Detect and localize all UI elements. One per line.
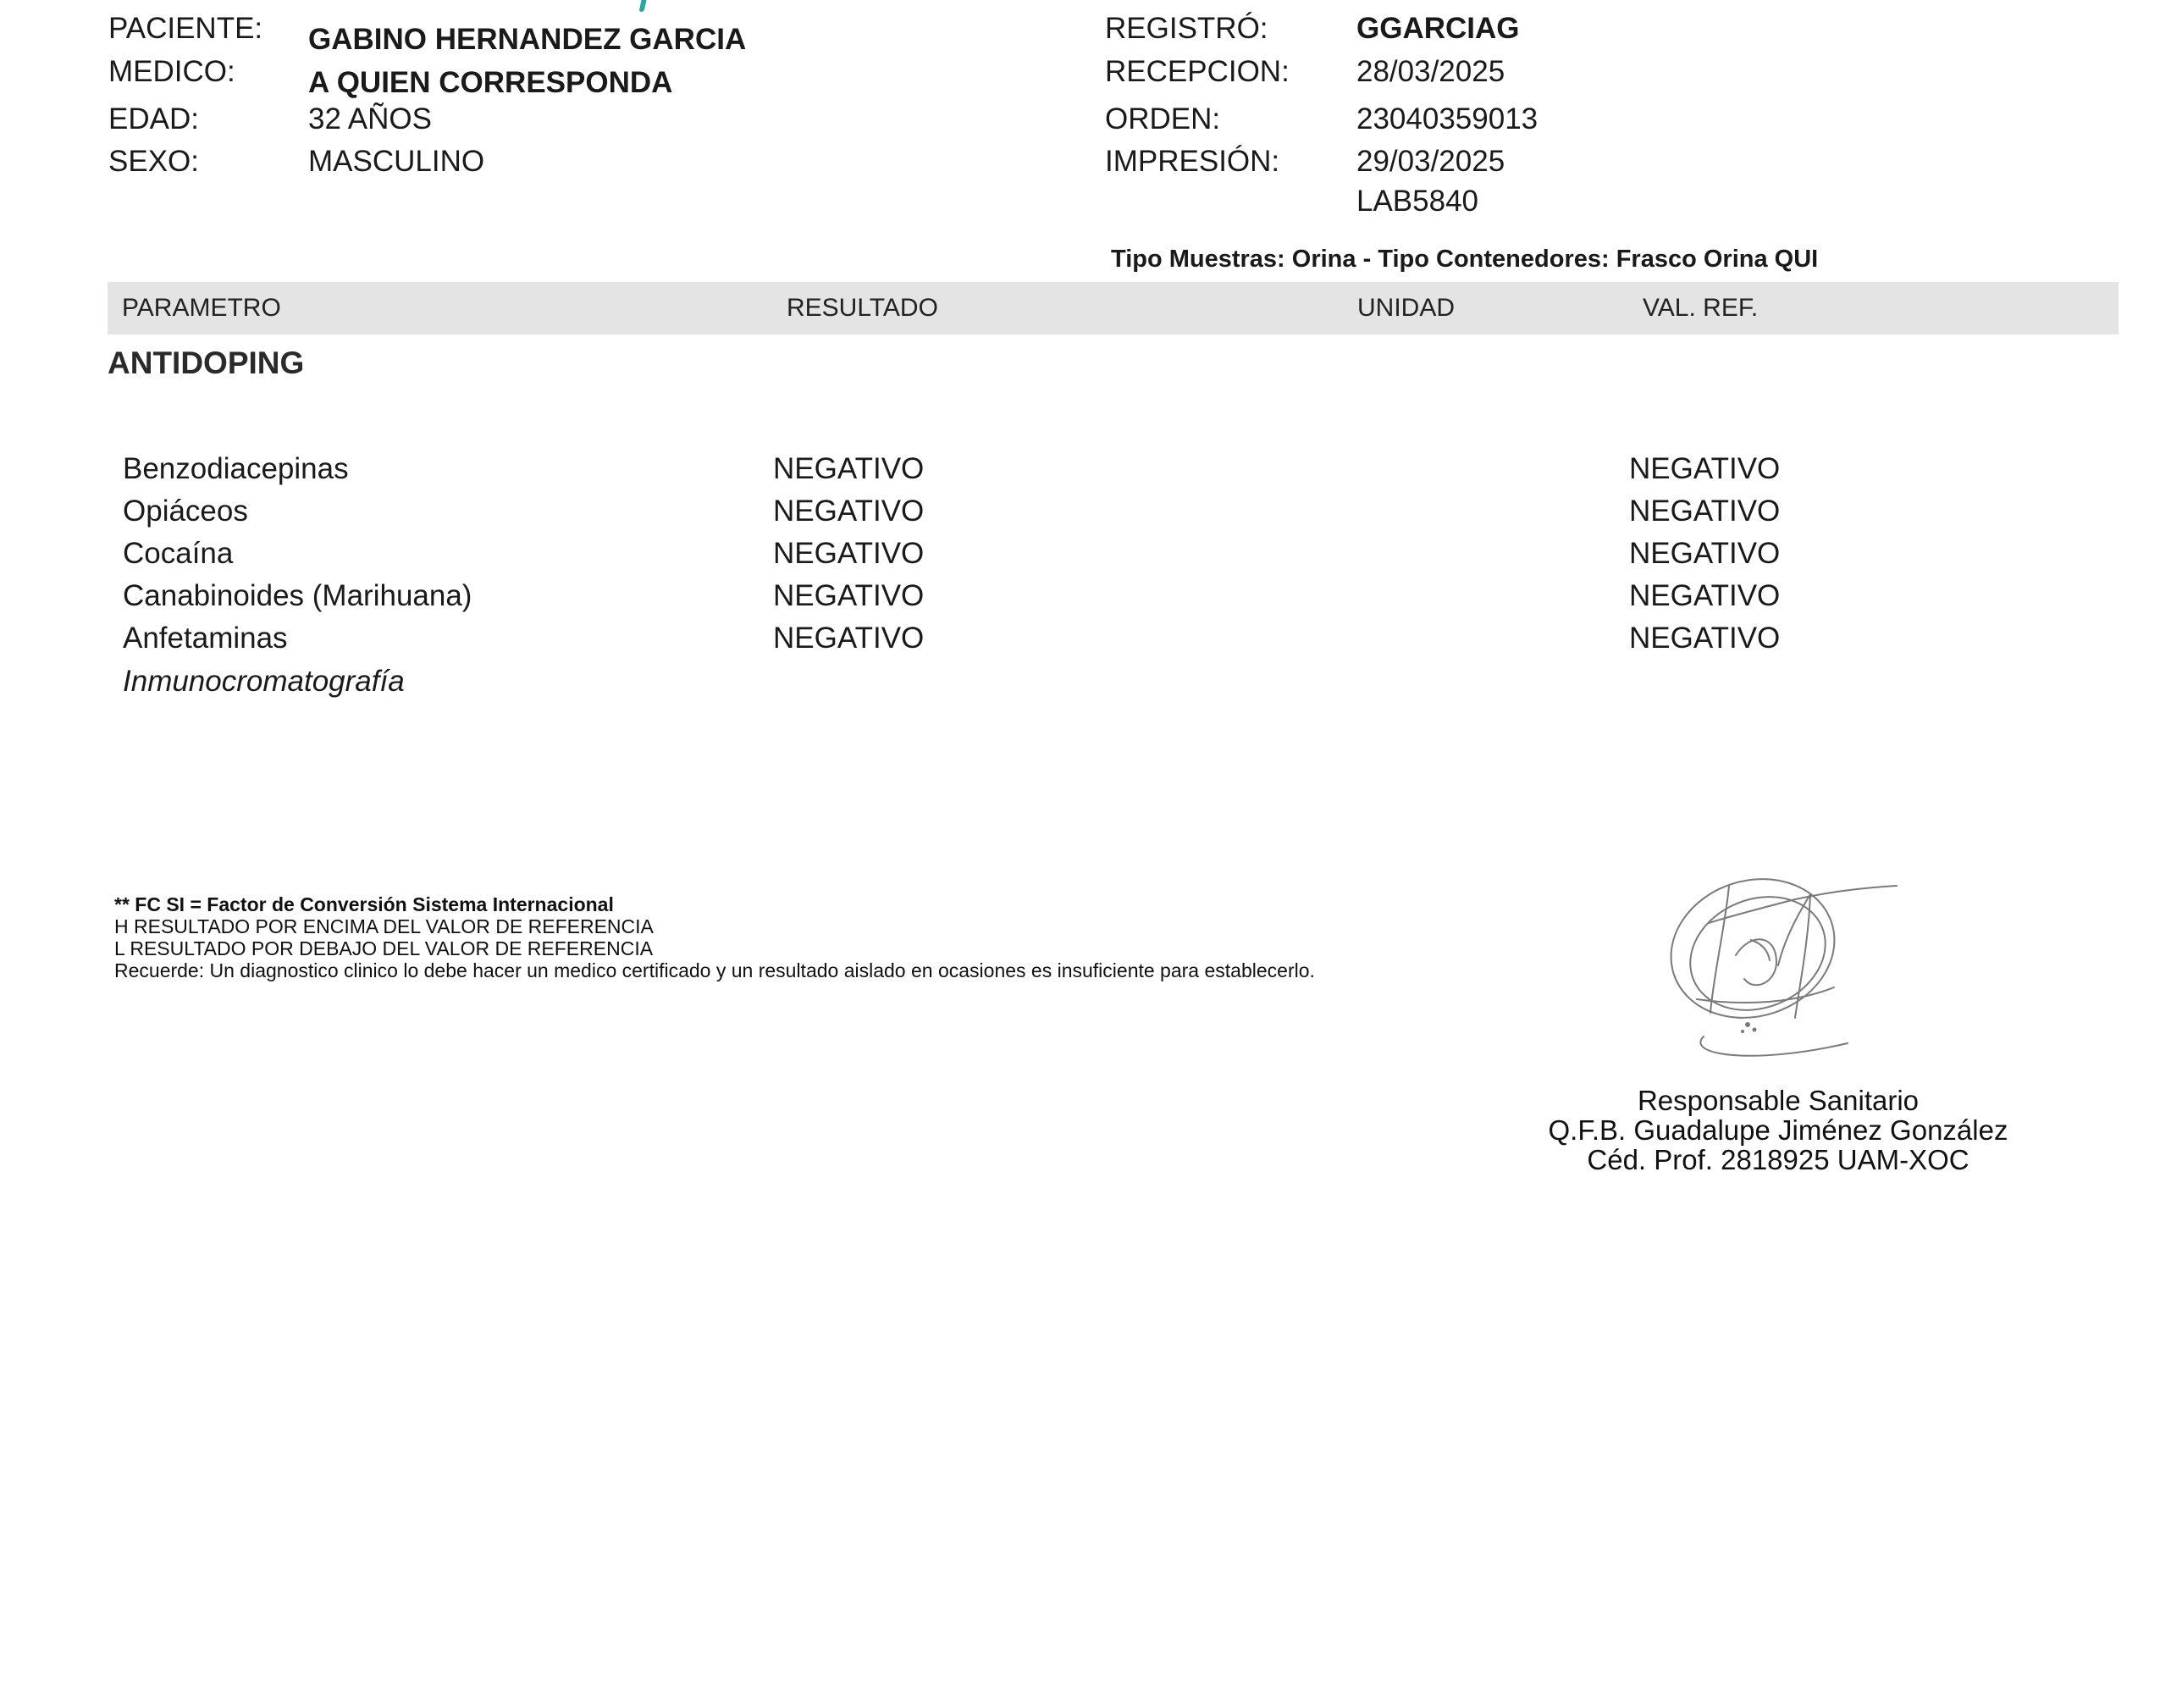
recepcion-value: 28/03/2025 [1356, 55, 1505, 88]
section-title: ANTIDOPING [108, 345, 305, 380]
row-resultado: NEGATIVO [773, 537, 925, 570]
orden-label: ORDEN: [1105, 102, 1221, 135]
row-parametro: Anfetaminas [123, 622, 288, 655]
responsable-block [1507, 1086, 2049, 1175]
signature-stroke [1697, 987, 1834, 1003]
method-note: Inmunocromatografía [123, 665, 405, 698]
impresion-label: IMPRESIÓN: [1105, 145, 1280, 178]
signature-stroke [1710, 886, 1729, 1013]
header-resultado: RESULTADO [787, 294, 938, 322]
edad-label: EDAD: [108, 102, 199, 135]
signature-stroke [1778, 894, 1810, 1018]
row-val-ref: NEGATIVO [1629, 537, 1781, 570]
sexo-label: SEXO: [108, 145, 199, 178]
footnotes [114, 893, 1315, 981]
sexo-value: MASCULINO [308, 145, 485, 178]
logo-fragment [639, 0, 647, 12]
fc-si-note: ** FC SI = Factor de Conversión Sistema Internacional [114, 893, 614, 915]
row-resultado: NEGATIVO [773, 579, 925, 612]
signature-loop [1653, 859, 1853, 1039]
medico-value: A QUIEN CORRESPONDA [308, 66, 673, 99]
edad-value: 32 AÑOS [308, 102, 432, 135]
header-val-ref: VAL. REF. [1643, 294, 1759, 322]
reminder-note: Recuerde: Un diagnostico clinico lo debe hacer un medico certificado y un resultado aislado en ocasiones es insuficiente para establecerlo. [114, 959, 1315, 981]
row-resultado: NEGATIVO [773, 622, 925, 655]
row-parametro: Cocaína [123, 537, 234, 570]
signature-stroke [1751, 940, 1770, 960]
signature-stroke [1736, 939, 1776, 985]
sample-info: Tipo Muestras: Orina - Tipo Contenedores: Frasco Orina QUI [1111, 246, 1819, 273]
row-parametro: Benzodiacepinas [123, 452, 349, 485]
paciente-label: PACIENTE: [108, 12, 263, 45]
signature-image [1651, 855, 1905, 1067]
recepcion-label: RECEPCION: [1105, 55, 1290, 88]
row-resultado: NEGATIVO [773, 495, 925, 528]
header-unidad: UNIDAD [1357, 294, 1456, 322]
responsable-name: Q.F.B. Guadalupe Jiménez González [1548, 1114, 2008, 1146]
signature-dot [1741, 1030, 1744, 1033]
row-val-ref: NEGATIVO [1629, 622, 1781, 655]
paciente-value: GABINO HERNANDEZ GARCIA [308, 23, 747, 56]
registro-value: GGARCIAG [1356, 12, 1520, 45]
row-resultado: NEGATIVO [773, 452, 925, 485]
h-note: H RESULTADO POR ENCIMA DEL VALOR DE REFERENCIA [114, 915, 654, 937]
header-parametro: PARAMETRO [122, 294, 281, 322]
responsable-title: Responsable Sanitario [1637, 1085, 1920, 1116]
medico-label: MEDICO: [108, 55, 235, 88]
responsable-cedula: Céd. Prof. 2818925 UAM-XOC [1587, 1144, 1969, 1175]
signature-dot [1745, 1022, 1750, 1027]
impresion-value: 29/03/2025 [1356, 145, 1505, 178]
registro-label: REGISTRÓ: [1105, 12, 1268, 45]
row-val-ref: NEGATIVO [1629, 579, 1781, 612]
signature-dot [1753, 1028, 1757, 1032]
orden-value: 23040359013 [1356, 102, 1539, 135]
row-val-ref: NEGATIVO [1629, 495, 1781, 528]
results-table-header [108, 282, 2119, 334]
lab-code: LAB5840 [1356, 185, 1479, 218]
row-parametro: Opiáceos [123, 495, 248, 528]
signature-stroke [1700, 1036, 1848, 1056]
l-note: L RESULTADO POR DEBAJO DEL VALOR DE REFERENCIA [114, 937, 654, 959]
row-val-ref: NEGATIVO [1629, 452, 1781, 485]
row-parametro: Canabinoides (Marihuana) [123, 579, 472, 612]
